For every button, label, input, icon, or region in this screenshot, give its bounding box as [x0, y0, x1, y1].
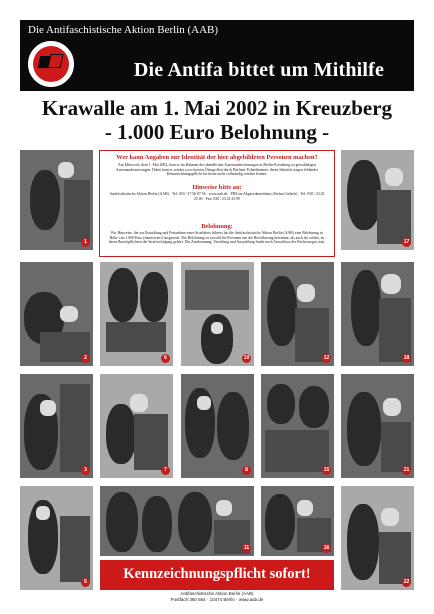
photo-number: 18 [403, 355, 410, 361]
tips-body: Antifaschistische Aktion Berlin (AAB) · Tel: 030 / 27 56 07 56 · www.aab.de · PDS im Abgeordnetenhaus (Stefan Liebich) · Tel: 030 / 23 25 25 00 · Fax: 030 / 23 25 25 09 [109, 192, 325, 201]
photo-number: 7 [161, 466, 170, 475]
photo-number: 8 [242, 466, 251, 475]
info-box [99, 150, 335, 257]
photo-11 [100, 486, 254, 556]
photo-16 [261, 486, 334, 556]
headline [20, 96, 414, 144]
banner-text: Kennzeichnungspflicht sofort! [123, 566, 311, 582]
headline-line-2: - 1.000 Euro Belohnung - [104, 120, 330, 144]
reward-heading: Belohnung: [201, 223, 233, 230]
footer [100, 591, 334, 602]
photo-3 [20, 374, 93, 478]
photo-17 [341, 150, 414, 250]
photo-number: 5 [81, 578, 90, 587]
photo-number: 6 [161, 354, 170, 363]
photo-7 [100, 374, 173, 478]
reward-body: Für Hinweise, die zur Ermittlung und Festnahme eines Straftäters führen, hat die Antifaschistische Aktion Berlin (AAB) eine Belohnung in Höhe von 1.000 Euro (intensiviert) ausgesetzt. Die Belohnung ist sowohl für Personen aus der Bevölkerung bestimmt, als auch für solche, zu deren Berufspflichten die Strafverfolgung gehört. Die Zuerkennung, Verteilung und Auszahlung findet nach Ausschluss des Rechtsweges statt. [108, 231, 326, 245]
antifa-logo [28, 41, 74, 87]
photo-number: 21 [403, 467, 410, 473]
photo-number: 22 [403, 579, 410, 585]
photo-10 [181, 262, 254, 366]
headline-line-1: Krawalle am 1. Mai 2002 in Kreuzberg [41, 96, 393, 120]
footer-line-1: Antifaschistische Aktion Berlin (AAB) [180, 591, 254, 596]
photo-2 [20, 262, 93, 366]
tips-heading: Hinweise bitte an: [192, 184, 242, 191]
photo-number: 15 [323, 467, 330, 473]
photo-12 [261, 262, 334, 366]
photo-number: 12 [323, 355, 330, 361]
info-question: Wer kann Angaben zur Identität der hier abgebildeten Personen machen? [116, 154, 318, 161]
photo-number: 3 [81, 466, 90, 475]
photo-18 [341, 262, 414, 366]
photo-number: 16 [323, 545, 330, 551]
photo-number: 1 [81, 238, 90, 247]
photo-21 [341, 374, 414, 478]
photo-8 [181, 374, 254, 478]
photo-number: 2 [81, 354, 90, 363]
photo-5 [20, 486, 93, 590]
photo-6 [100, 262, 173, 366]
header-title: Die Antifa bittet um Mithilfe [133, 59, 385, 81]
photo-number: 17 [403, 239, 410, 245]
photo-1 [20, 150, 93, 250]
photo-number: 10 [243, 355, 250, 361]
photo-15 [261, 374, 334, 478]
footer-line-2: Postfach 360 564 · 10474 Berlin · www.aab.de [170, 596, 264, 602]
organization-line: Die Antifaschistische Aktion Berlin (AAB) [28, 24, 219, 36]
photo-22 [341, 486, 414, 590]
info-body: Am Mittwoch, dem 1. Mai 2002, kam es im Rahmen der abendlichen Auseinandersetzungen in Berlin-Kreuzberg zu gewalttätigen Auseinandersetzungen. Dabei kam es wieder zu schweren Übergriffen durch Berliner Polizeibeamte, deren Identität wegen fehlender Kennzeichnungspflicht bis heute nicht vollständig werden konnte. [115, 163, 319, 177]
photo-number: 11 [243, 545, 250, 551]
